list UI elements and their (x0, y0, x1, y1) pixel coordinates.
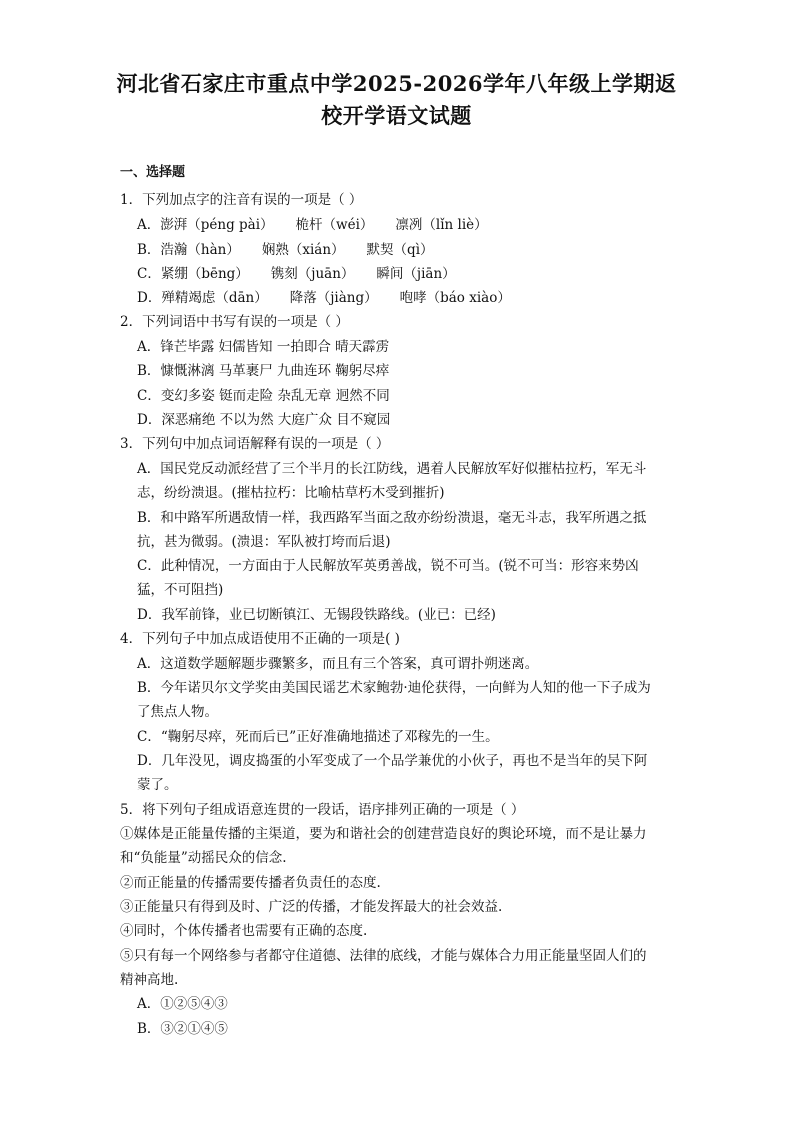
question-4-option-a[interactable]: A．这道数学题解题步骤繁多，而且有三个答案，真可谓扑朔迷离。 (137, 656, 539, 672)
option-text: 镌刻（juān） (270, 266, 355, 282)
question-5-sentence-1-cont: 和“负能量”动摇民众的信念. (120, 850, 287, 866)
question-1-option-c[interactable] (137, 268, 456, 282)
option-text: 降落（jiàng） (289, 290, 378, 306)
page-title-line-2: 校开学语文试题 (321, 103, 472, 128)
question-4-option-b-cont: 了焦点人物。 (137, 704, 218, 720)
question-5-stem: 5．将下列句子组成语意连贯的一段话，语序排列正确的一项是（ ） (120, 802, 525, 818)
question-5-sentence-3: ③正能量只有得到及时、广泛的传播，才能发挥最大的社会效益. (120, 899, 503, 915)
question-4-option-d-cont: 蒙了。 (137, 777, 178, 793)
question-3-option-b[interactable]: B．和中路军所遇敌情一样，我西路军当面之敌亦纷纷溃退，毫无斗志，我军所遇之抵 (137, 510, 647, 526)
question-5-sentence-1: ①媒体是正能量传播的主渠道，要为和谐社会的创建营造良好的舆论环境，而不是让暴力 (120, 826, 647, 842)
question-4-option-b[interactable]: B．今年诺贝尔文学奖由美国民谣艺术家鲍勃·迪伦获得，一向鲜为人知的他一下子成为 (137, 680, 651, 696)
question-2-stem: 2．下列词语中书写有误的一项是（ ） (120, 314, 349, 330)
option-text: 默契（qì） (366, 242, 434, 258)
question-1-stem: 1．下列加点字的注音有误的一项是（ ） (120, 192, 363, 208)
question-3-stem: 3．下列句中加点词语解释有误的一项是（ ） (120, 436, 390, 452)
question-5-sentence-5-cont: 精神高地. (120, 972, 179, 988)
question-3-option-a-cont: 志，纷纷溃退。(摧枯拉朽：比喻枯草朽木受到摧折) (137, 485, 445, 501)
question-4-stem: 4．下列句子中加点成语使用不正确的一项是( ) (120, 631, 400, 647)
question-5-sentence-4: ④同时，个体传播者也需要有正确的态度. (120, 923, 368, 939)
question-1-option-d[interactable] (137, 292, 511, 306)
question-3-option-c-cont: 猛，不可阻挡) (137, 582, 224, 598)
section-heading: 一、选择题 (120, 165, 186, 180)
question-5-sentence-5: ⑤只有每一个网络参与者都守住道德、法律的底线，才能与媒体合力用正能量坚固人们的 (120, 948, 647, 964)
question-2-option-b[interactable]: B．慷慨淋漓 马革裹尸 九曲连环 鞠躬尽瘁 (137, 363, 390, 379)
option-text: A．澎湃（péng pài） (137, 217, 274, 233)
question-3-option-c[interactable]: C．此种情况，一方面由于人民解放军英勇善战，锐不可当。(锐不可当：形容来势凶 (137, 558, 639, 574)
question-2-option-d[interactable]: D．深恶痛绝 不以为然 大庭广众 目不窥园 (137, 412, 391, 428)
option-text: 娴熟（xián） (261, 242, 345, 258)
question-4-option-c[interactable]: C．“鞠躬尽瘁，死而后已”正好准确地描述了邓稼先的一生。 (137, 729, 499, 745)
question-3-option-a[interactable]: A．国民党反动派经营了三个半月的长江防线，遇着人民解放军好似摧枯拉朽，军无斗 (137, 461, 647, 477)
option-text: 咆哮（báo xiào） (399, 290, 511, 306)
question-5-sentence-2: ②而正能量的传播需要传播者负责任的态度. (120, 875, 381, 891)
option-text: 桅杆（wéi） (295, 217, 374, 233)
option-text: C．紧绷（bēng） (137, 266, 249, 282)
question-3-option-b-cont: 抗，甚为微弱。(溃退：军队被打垮而后退) (137, 534, 391, 550)
option-text: B．浩瀚（hàn） (137, 242, 240, 258)
question-3-option-d[interactable]: D．我军前锋，业已切断镇江、无锡段铁路线。(业已：已经) (137, 607, 496, 623)
page-title-line-1: 河北省石家庄市重点中学2025-2026学年八年级上学期返 (116, 71, 677, 96)
option-text: 凛冽（lǐn liè） (395, 217, 488, 233)
question-5-option-a[interactable]: A．①②⑤④③ (137, 996, 228, 1012)
question-1-option-b[interactable] (137, 244, 434, 258)
option-text: 瞬间（jiān） (376, 266, 456, 282)
question-2-option-a[interactable]: A．锋芒毕露 妇儒皆知 一拍即合 晴天霹雳 (137, 339, 390, 355)
question-2-option-c[interactable]: C．变幻多姿 铤而走险 杂乱无章 迥然不同 (137, 388, 390, 404)
option-text: D．殚精竭虑（dān） (137, 290, 268, 306)
question-4-option-d[interactable]: D．几年没见，调皮捣蛋的小军变成了一个品学兼优的小伙子，再也不是当年的吴下阿 (137, 753, 648, 769)
question-5-option-b[interactable]: B．③②①④⑤ (137, 1021, 228, 1037)
question-1-option-a[interactable] (137, 219, 488, 233)
